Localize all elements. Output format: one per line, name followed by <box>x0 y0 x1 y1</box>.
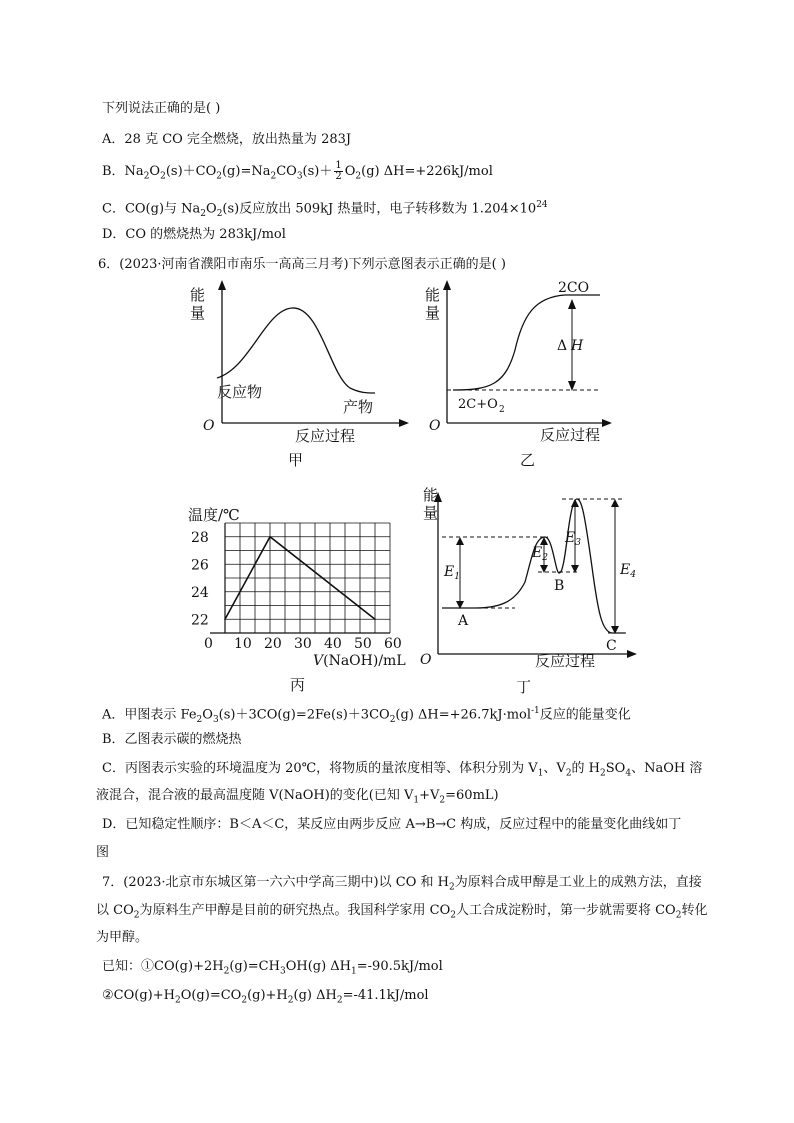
q5-option-a: A．28 克 CO 完全燃烧，放出热量为 283J <box>102 132 352 147</box>
q7-line2: 以 $CO_2$为原料生产甲醇是目前的研究热点。我国科学家用 $CO_2$人工合成淀粉时，第一步就需要将 $CO_2$转化 <box>96 903 708 921</box>
yi-ylabel-1: 能 <box>425 286 441 304</box>
yi-origin: O <box>429 418 441 434</box>
yi-ylabel-2: 量 <box>425 304 441 322</box>
ding-caption: 丁 <box>516 678 532 696</box>
bing-ytick-label: 28 <box>191 529 209 546</box>
ding-e2-label: $E_2$ <box>532 545 548 563</box>
yi-dh-arrow-up <box>568 299 576 309</box>
q6-option-d-line2: 图 <box>96 845 110 860</box>
fraction-one-half: $\frac{1}{2}$ <box>335 160 342 182</box>
bing-ticks <box>191 530 402 652</box>
ding-e1-label: $E_1$ <box>444 564 460 582</box>
yi-dh-h: H <box>571 338 584 354</box>
q6-option-c-line2: 液混合，混合液的最高温度随 V(NaOH)的变化(已知 $V_1+V_2=60mL$) <box>96 788 499 806</box>
figure-ding <box>420 482 645 697</box>
q6-option-b: B．乙图表示碳的燃烧热 <box>102 732 242 747</box>
q7-line1: 7．(2023·北京市东城区第一六六中学高三期中)以 CO 和 $H_2$为原料合成甲醇是工业上的成熟方法，直接 <box>102 875 702 893</box>
ding-x-arrow <box>627 650 637 658</box>
q6-option-d-line1: D．已知稳定性顺序：B＜A＜C，某反应由两步反应 A→B→C 构成，反应过程中的能量变化曲线如丁 <box>102 817 682 832</box>
bing-xtick-label: 60 <box>384 636 402 652</box>
bing-xtick-label: 50 <box>354 636 372 652</box>
bing-data-point <box>374 618 376 620</box>
ding-curve <box>442 499 625 633</box>
bing-xtick-label: 30 <box>294 636 312 652</box>
yi-caption: 乙 <box>520 451 536 469</box>
ding-e3-label: $E_3$ <box>565 530 581 548</box>
q6-option-a: A．甲图表示 $Fe_2O_3(s)+3CO(g)=2Fe(s)+3CO_2(g)$ ΔH=+26.7kJ·mol$^{-1}$反应的能量变化 <box>102 706 631 725</box>
jia-ylabel-1: 能 <box>190 286 206 304</box>
jia-y-arrow <box>218 280 226 290</box>
q5-stem: 下列说法正确的是( ) <box>102 101 221 116</box>
figure-yi <box>420 275 620 470</box>
q7-known-eq2: $②CO(g)+H_2O(g)=CO_2(g)+H_2(g)$ $\Delta H_2=-41.1kJ$/mol <box>102 988 429 1006</box>
q5-option-d: D．CO 的燃烧热为 283kJ/mol <box>102 227 286 242</box>
yi-bottom-label: 2C+O <box>458 397 498 412</box>
jia-x-arrow <box>399 419 409 427</box>
bing-xtick-label: 10 <box>234 636 252 652</box>
bing-data-point <box>269 536 271 538</box>
ding-c-label: C <box>606 638 617 654</box>
yi-y-arrow <box>443 280 451 290</box>
jia-ylabel-2: 量 <box>190 304 206 322</box>
q5-option-b: B．$Na_2O_2(s)+CO_2(g)=Na_2CO_3(s)+$ $\frac{1}{2}$ $O_2(g)$ ΔH=+226kJ/mol <box>102 160 493 182</box>
jia-xlabel: 反应过程 <box>295 427 356 445</box>
bing-ytick-label: 26 <box>191 557 209 574</box>
figure-bing-chart <box>185 500 420 695</box>
yi-bottom-sub: 2 <box>499 405 505 415</box>
bing-xtick-label: 0 <box>204 636 213 652</box>
jia-reactant-label: 反应物 <box>217 383 263 401</box>
bing-ylabel: 温度/℃ <box>188 506 240 524</box>
q6-option-c-line1: C．丙图表示实验的环境温度为 20℃，将物质的量浓度相等、体积分别为 $V_1$、$V_2$的 $H_2SO_4$、NaOH 溶 <box>102 761 703 779</box>
ding-b-label: B <box>554 578 565 594</box>
yi-top-label: 2CO <box>558 280 590 296</box>
ding-xlabel: 反应过程 <box>535 652 596 670</box>
ding-ylabel-1: 能 <box>423 486 439 504</box>
yi-dh-label: Δ <box>557 338 568 354</box>
ding-ylabel-2: 量 <box>423 504 439 522</box>
ding-a-label: A <box>458 613 469 629</box>
q7-line3: 为甲醇。 <box>96 930 149 945</box>
bing-xlabel: V(NaOH)/mL <box>313 653 406 669</box>
bing-grid <box>210 523 390 633</box>
bing-ytick-label: 24 <box>191 584 209 601</box>
figure-jia <box>185 280 425 470</box>
bing-data-point <box>224 618 226 620</box>
q7-known-eq1: 已知：$①CO(g)+2H_2(g)=CH_3OH(g)$ $\Delta H_1=-90.5kJ$/mol <box>102 959 443 977</box>
jia-origin: O <box>203 418 215 434</box>
yi-xlabel: 反应过程 <box>540 426 601 444</box>
bing-caption: 丙 <box>290 676 306 694</box>
q5-option-c: C．CO(g)与 $Na_2O_2(s)$反应放出 509kJ 热量时，电子转移数为 $1.204\times 10^{24}$ <box>102 200 548 219</box>
bing-xtick-label: 20 <box>264 636 282 652</box>
ding-origin: O <box>420 652 432 668</box>
q6-stem: 6．(2023·河南省濮阳市南乐一高高三月考)下列示意图表示正确的是( ) <box>98 257 506 272</box>
bing-ytick-label: 22 <box>191 612 209 629</box>
jia-caption: 甲 <box>288 451 304 469</box>
bing-xtick-label: 40 <box>324 636 342 652</box>
ding-e4-label: $E_4$ <box>620 562 636 580</box>
yi-x-arrow <box>602 419 612 427</box>
jia-curve <box>217 308 375 393</box>
jia-product-label: 产物 <box>343 398 374 416</box>
